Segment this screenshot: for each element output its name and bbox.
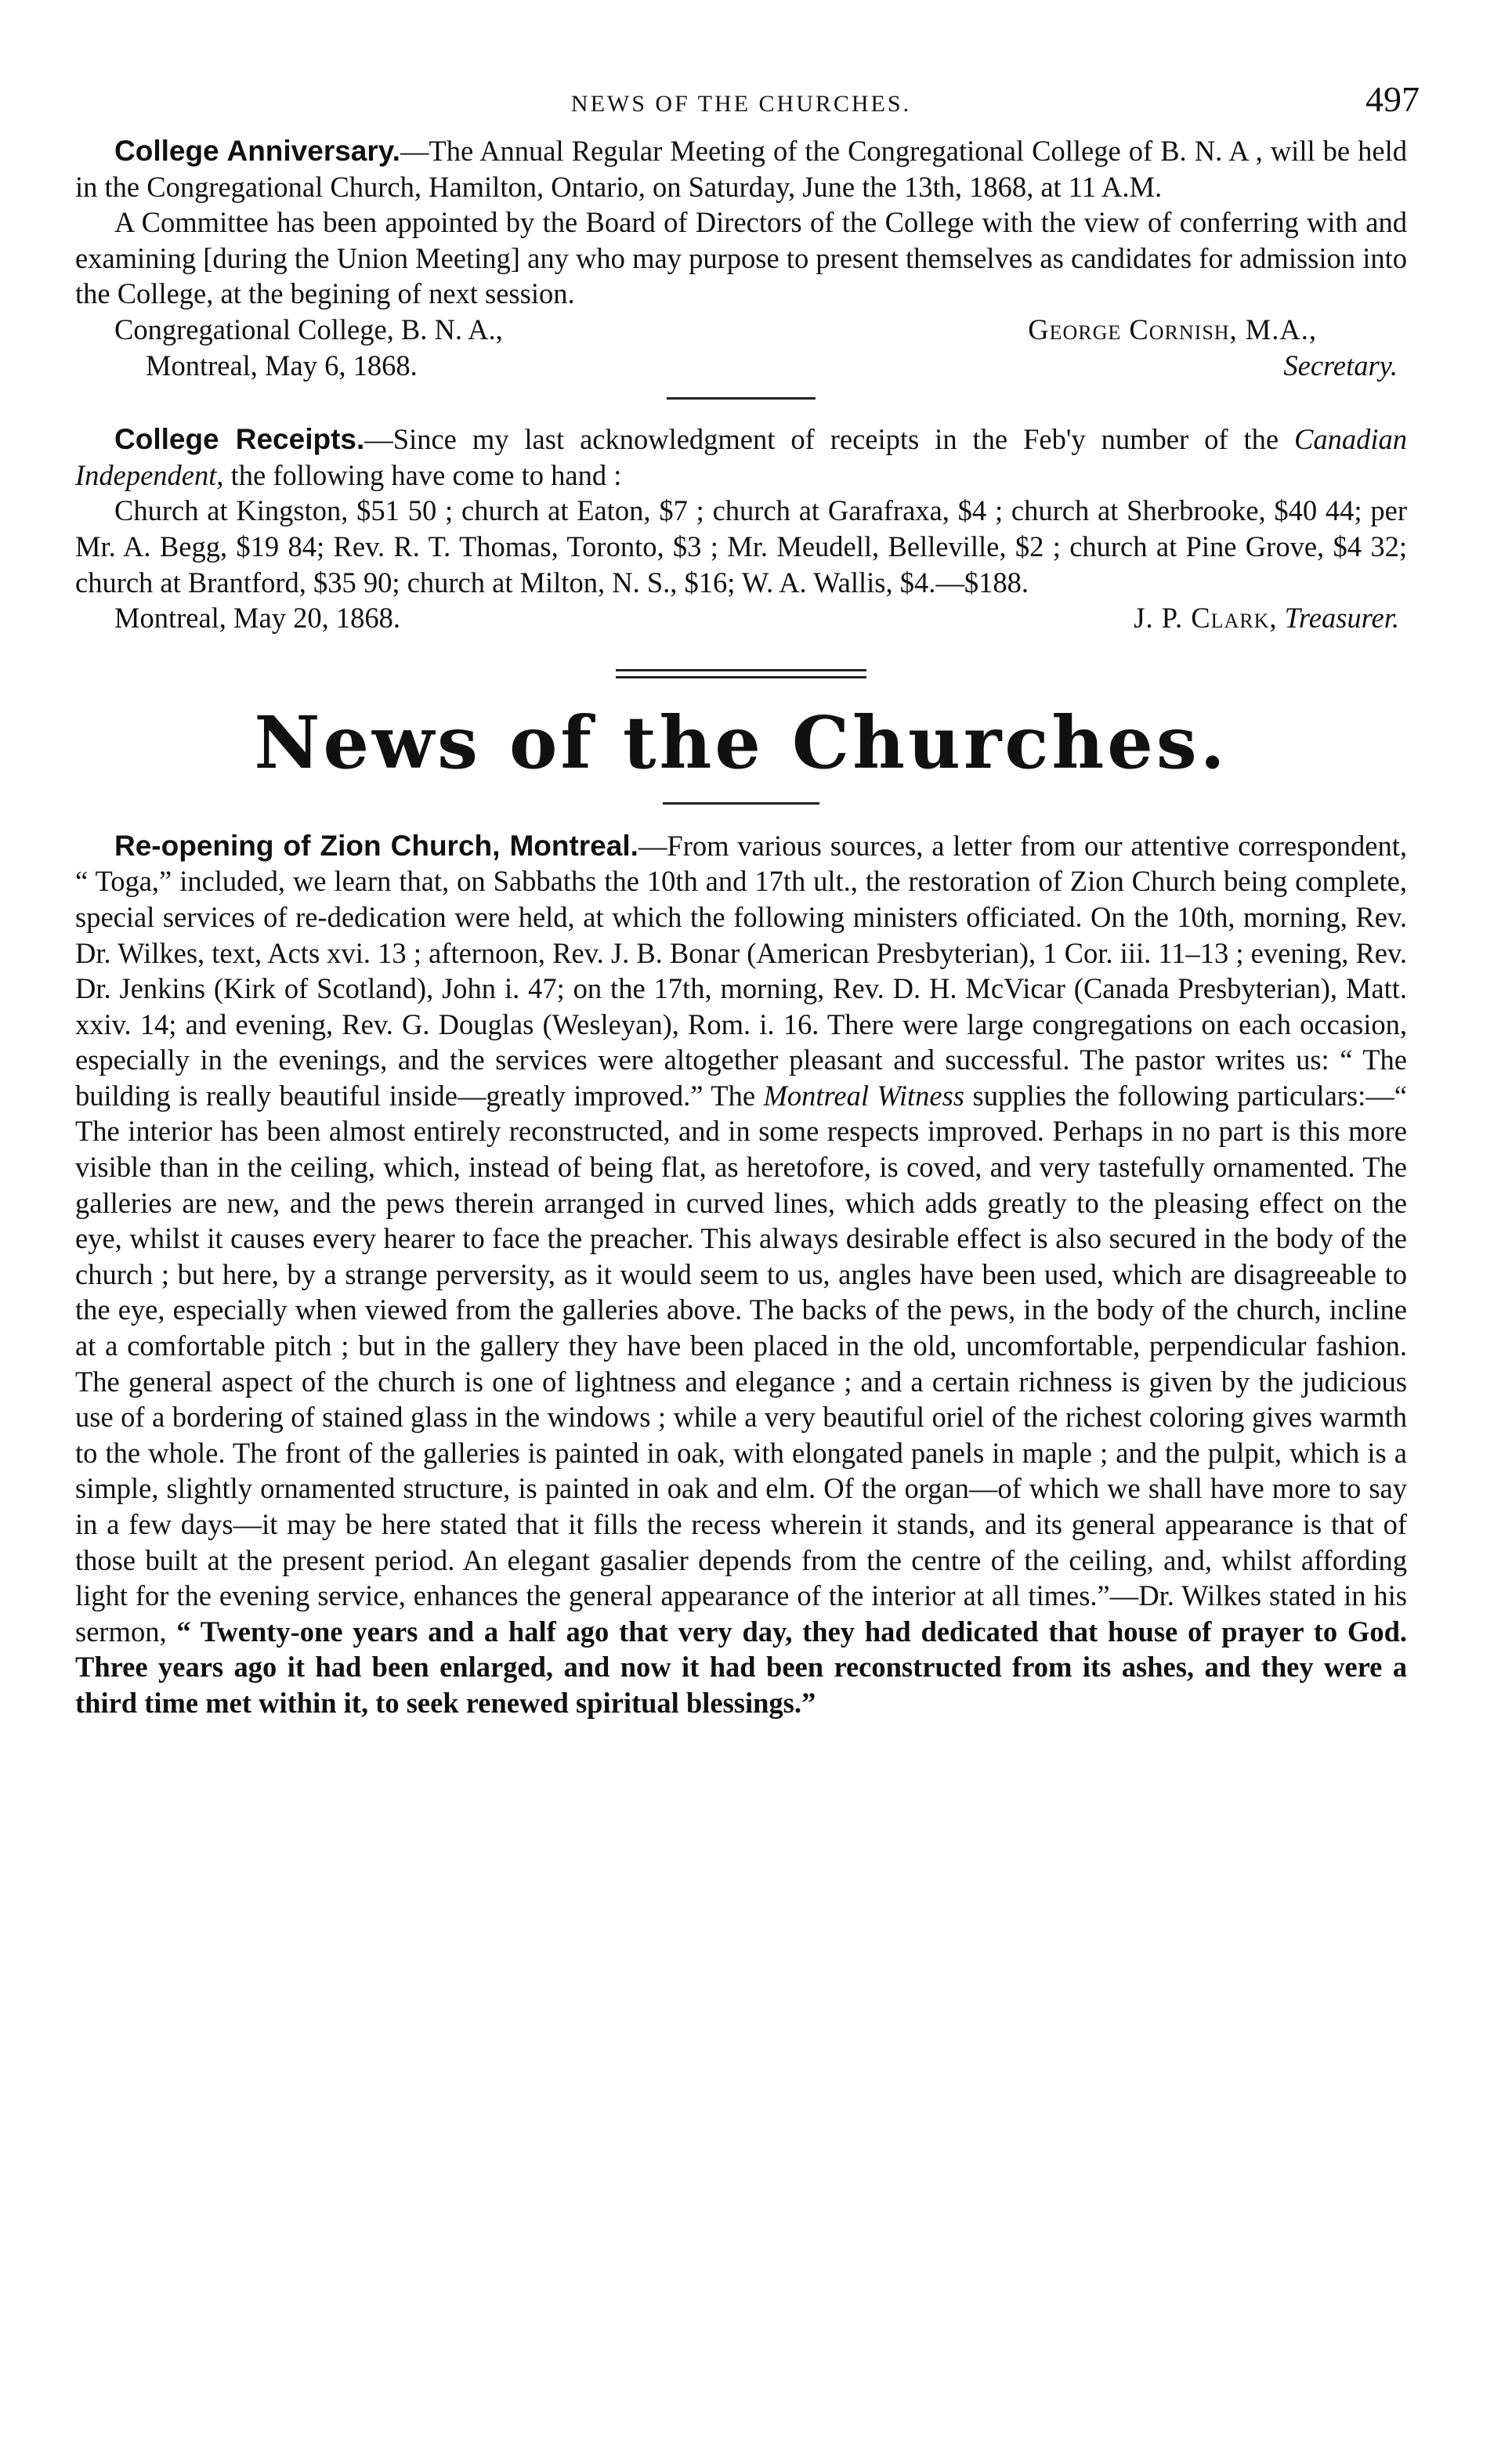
receipts-signature-date: Montreal, May 20, 1868. bbox=[114, 602, 400, 635]
receipts-signature-title: Treasurer. bbox=[1284, 602, 1399, 635]
anniversary-signature-date: Montreal, May 6, 1868. bbox=[146, 349, 418, 382]
zion-witness-title: Montreal Witness bbox=[763, 1079, 965, 1112]
heading-underline bbox=[663, 802, 819, 805]
section-divider bbox=[667, 397, 816, 400]
receipts-list: Church at Kingston, $51 50 ; church at Eaton, $7 ; church at Garafraxa, $4 ; church at Sherbrooke, $40 44; per Mr. A. Begg, $19 84; Rev. R. T. Thomas, Toronto, $3 ; Mr. Meudell, Belleville, $2 ; church at Pine Grove, $4 32; church at Brantford, $35 90; church at Milton, N. S., $16; W. A. Wallis, $4.—$188. bbox=[75, 494, 1407, 599]
running-header bbox=[75, 78, 1420, 133]
zion-article-body bbox=[75, 828, 1407, 1721]
double-rule-divider bbox=[616, 669, 866, 678]
zion-heading: Re-opening of Zion Church, Montreal. bbox=[114, 829, 638, 862]
page-number: 497 bbox=[1366, 79, 1420, 119]
receipts-intro-end: , the following have come to hand : bbox=[216, 458, 622, 491]
zion-text-part-1: —From various sources, a letter from our attentive correspondent, “ Toga,” included, we learn that, on Sabbaths the 10th and 17th ult., the restoration of Zion Church being complete, special services of re-dedication were held, at which the following ministers officiated. On the 10th, morning, Rev. Dr. Wilkes, text, Acts xvi. 13 ; afternoon, Rev. J. B. Bonar (American Presbyterian), 1 Cor. iii. 11–13 ; evening, Rev. Dr. Jenkins (Kirk of Scotland), John i. 47; on the 17th, morning, Rev. D. H. McVicar (Canada Presbyterian), Matt. xxiv. 14; and evening, Rev. G. Douglas (Wesleyan), Rom. i. 16. There were large congregations on each occasion, especially in the evenings, and the services were altogether pleasant and successful. The pastor writes us: “ The building is really beautiful inside—greatly improved.” The bbox=[75, 829, 1407, 1112]
anniversary-signature-place: Congregational College, B. N. A., bbox=[114, 313, 503, 345]
section-heading: News of the Churches. bbox=[254, 700, 1228, 785]
college-anniversary-notice bbox=[75, 133, 1407, 383]
zion-text-part-2: supplies the following particulars:—“ The interior has been almost entirely reconstructed, and in some respects improved. Perhaps in no part is this more visible than in the ceiling, which, instead of being flat, as heretofore, is coved, and very tastefully ornamented. The galleries are new, and the pews therein arranged in curved lines, which adds greatly to the pleasing effect on the eye, whilst it causes every hearer to face the preacher. This always desirable effect is also secured in the body of the church ; but here, by a strange perversity, as it would seem to us, angles have been used, which are disagreeable to the eye, especially when viewed from the galleries above. The backs of the pews, in the body of the church, incline at a comfortable pitch ; but in the gallery they have been placed in the old, uncomfortable, perpendicular fashion. The general aspect of the church is one of lightness and elegance ; and a certain richness is given by the judicious use of a bordering of stained glass in the windows ; while a very beautiful oriel of the richest coloring gives warmth to the whole. The front of the galleries is painted in oak, with elongated panels in maple ; and the pulpit, which is a simple, slightly ornamented structure, is painted in oak and elm. Of the organ—of which we shall have more to say in a few days—it may be here stated that it fills the recess wherein it stands, and its general appearance is that of those built at the present period. An elegant gasalier depends from the centre of the ceiling, and, whilst affording light for the evening service, enhances the general appearance of the interior at all times.”—Dr. Wilkes stated in his sermon, bbox=[75, 1079, 1407, 1648]
receipts-intro-text: —Since my last acknowledgment of receipts in the Feb'y number of the bbox=[364, 423, 1294, 456]
anniversary-paragraph bbox=[75, 133, 1407, 204]
committee-paragraph: A Committee has been appointed by the Board of Directors of the College with the view of conferring with and examining [during the Union Meeting] any who may purpose to present themselves as candidates for admission into the College, at the begining of next session. bbox=[75, 206, 1407, 310]
zion-church-article bbox=[75, 828, 1407, 1721]
running-title: NEWS OF THE CHURCHES. bbox=[570, 91, 912, 117]
anniversary-heading: College Anniversary. bbox=[114, 135, 400, 167]
receipts-signature-name: J. P. Clark, bbox=[1134, 602, 1278, 635]
document-page bbox=[75, 78, 1420, 1721]
zion-text-quote: “ Twenty-one years and a half ago that very day, they had dedicated that house of prayer to God. Three years ago it had been enlarged, and now it had been reconstructed from its ashes, and they were a third time met within it, to seek renewed spiritual blessings.” bbox=[75, 1615, 1407, 1719]
anniversary-signature-name: George Cornish, M.A., bbox=[1028, 313, 1317, 345]
receipts-publication: Canadian Independent bbox=[75, 423, 1407, 491]
anniversary-signature-title: Secretary. bbox=[1283, 349, 1398, 382]
receipts-signature bbox=[1134, 600, 1407, 636]
receipts-signature-row bbox=[75, 600, 1407, 636]
anniversary-signature-row-1 bbox=[75, 312, 1407, 348]
college-receipts-notice bbox=[75, 421, 1407, 636]
receipts-intro bbox=[75, 421, 1407, 493]
anniversary-body: —The Annual Regular Meeting of the Congregational College of B. N. A , will be held in the Congregational Church, Hamilton, Ontario, on Saturday, June the 13th, 1868, at 11 A.M. bbox=[75, 135, 1407, 203]
anniversary-signature-row-2 bbox=[75, 348, 1407, 384]
receipts-heading: College Receipts. bbox=[114, 423, 365, 456]
